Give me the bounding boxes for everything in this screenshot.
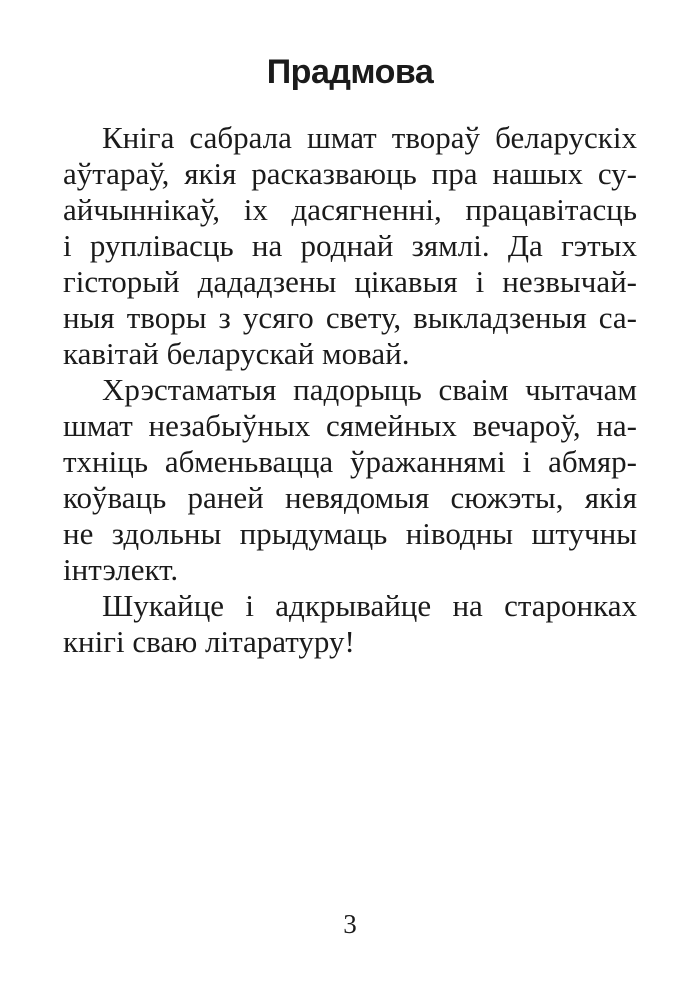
- text-line: і руплівасць на роднай зямлі. Да гэтых: [63, 228, 637, 263]
- chapter-title: Прадмова: [266, 53, 434, 91]
- text-line: аўтараў, якія расказваюць пра нашых су-: [63, 156, 637, 191]
- text-line: Хрэстаматыя падорыць сваім чытачам: [102, 372, 637, 407]
- text-line: кнігі сваю літаратуру!: [63, 624, 355, 659]
- text-line: коўваць раней невядомыя сюжэты, якія: [63, 480, 637, 515]
- text-line: Кніга сабрала шмат твораў беларускіх: [102, 120, 637, 155]
- text-line: ныя творы з усяго свету, выкладзеныя са-: [63, 300, 637, 335]
- body-text: [63, 120, 637, 660]
- text-line: гісторый дададзены цікавыя і незвычай-: [63, 264, 637, 299]
- paragraph: [63, 588, 637, 660]
- text-line: тхніць абменьвацца ўражаннямі і абмяр-: [63, 444, 637, 479]
- text-line: Шукайце і адкрывайце на старонках: [102, 588, 637, 623]
- paragraph: [63, 372, 637, 588]
- text-line: айчыннікаў, іх дасягненні, працавітасць: [63, 192, 637, 227]
- text-line: не здольны прыдумаць ніводны штучны: [63, 516, 637, 551]
- page-number: 3: [343, 909, 357, 939]
- text-line: інтэлект.: [63, 552, 179, 587]
- text-line: кавітай беларускай мовай.: [63, 336, 410, 371]
- paragraph: [63, 120, 637, 372]
- text-line: шмат незабыўных сямейных вечароў, на-: [63, 408, 637, 443]
